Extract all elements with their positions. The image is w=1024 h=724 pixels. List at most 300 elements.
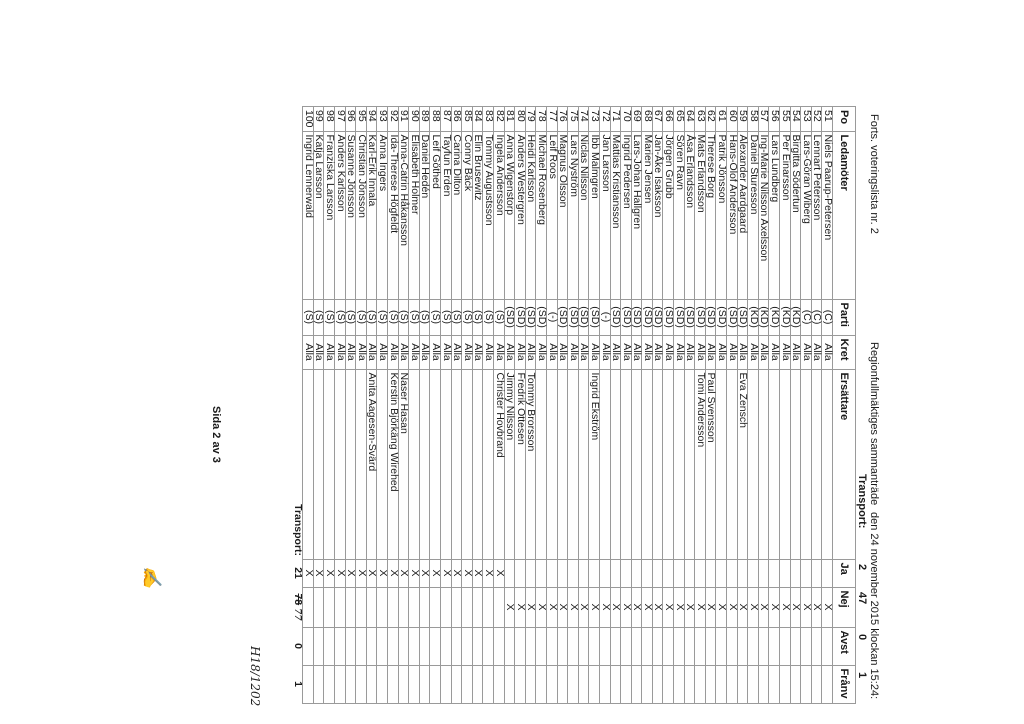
cell-kret: Alla	[419, 335, 430, 369]
cell-no: 65	[674, 107, 685, 132]
table-row	[377, 107, 388, 704]
cell-nej	[409, 587, 420, 627]
col-header-ersattare: Ersättare	[833, 369, 856, 559]
cell-no: 78	[536, 107, 547, 132]
cell-nej	[324, 587, 335, 627]
cell-nej	[388, 587, 399, 627]
cell-name: Leif Roos	[546, 131, 557, 299]
cell-sub	[313, 369, 324, 559]
cell-nej: X	[811, 587, 822, 627]
cell-franv	[716, 665, 727, 703]
cell-franv	[790, 665, 801, 703]
cell-sub	[652, 369, 663, 559]
cell-sub	[451, 369, 462, 559]
cell-name: Michael Rosenberg	[536, 131, 547, 299]
cell-franv	[589, 665, 600, 703]
cell-avst	[398, 627, 409, 665]
cell-franv	[652, 665, 663, 703]
cell-sub	[419, 369, 430, 559]
table-row	[758, 107, 769, 704]
cell-ja	[684, 559, 695, 587]
cell-sub: Fredrik Ottesen	[515, 369, 526, 559]
cell-ja: X	[483, 559, 494, 587]
cell-kret: Alla	[303, 335, 314, 369]
cell-sub	[674, 369, 685, 559]
cell-avst	[705, 627, 716, 665]
cell-kret: Alla	[398, 335, 409, 369]
cell-franv	[663, 665, 674, 703]
cell-ja	[790, 559, 801, 587]
cell-name: Therese Borg	[705, 131, 716, 299]
cell-no: 91	[398, 107, 409, 132]
cell-nej: X	[727, 587, 738, 627]
cell-ja: X	[335, 559, 346, 587]
table-row	[610, 107, 621, 704]
cell-sub	[790, 369, 801, 559]
cell-nej: X	[557, 587, 568, 627]
transport-top-label: Transport:	[856, 474, 868, 529]
cell-avst	[737, 627, 748, 665]
cell-party: (S)	[398, 299, 409, 335]
cell-kret: Alla	[727, 335, 738, 369]
meeting-title: Regionfullmäktiges sammanträde	[868, 342, 880, 506]
cell-party: (SD)	[663, 299, 674, 335]
cell-sub	[335, 369, 346, 559]
cell-avst	[822, 627, 833, 665]
table-row	[515, 107, 526, 704]
cell-nej: X	[589, 587, 600, 627]
cell-sub	[303, 369, 314, 559]
cell-ja	[642, 559, 653, 587]
cell-no: 63	[695, 107, 706, 132]
cell-party: (SD)	[621, 299, 632, 335]
cell-name: Patrik Jönsson	[716, 131, 727, 299]
cell-avst	[589, 627, 600, 665]
cell-avst	[483, 627, 494, 665]
cell-party: (S)	[419, 299, 430, 335]
cell-ja: X	[303, 559, 314, 587]
cell-party: (S)	[303, 299, 314, 335]
cell-kret: Alla	[462, 335, 473, 369]
cell-franv	[366, 665, 377, 703]
cell-party: (C)	[801, 299, 812, 335]
cell-avst	[758, 627, 769, 665]
cell-nej: X	[578, 587, 589, 627]
cell-name: Niels Paarup-Petersen	[822, 131, 833, 299]
cell-avst	[610, 627, 621, 665]
cell-sub	[599, 369, 610, 559]
cell-ja: X	[388, 559, 399, 587]
cell-name: Heidi Karlsson	[525, 131, 536, 299]
cell-kret: Alla	[705, 335, 716, 369]
table-row	[695, 107, 706, 704]
cell-name: Ing-Marie Nilsson Axelsson	[758, 131, 769, 299]
cell-no: 86	[451, 107, 462, 132]
cell-name: Anders Karlsson	[335, 131, 346, 299]
cell-no: 90	[409, 107, 420, 132]
table-row	[642, 107, 653, 704]
cell-franv	[504, 665, 515, 703]
table-row	[504, 107, 515, 704]
cell-ja: X	[462, 559, 473, 587]
table-row	[398, 107, 409, 704]
cell-kret: Alla	[568, 335, 579, 369]
cell-franv	[684, 665, 695, 703]
cell-party: (SD)	[684, 299, 695, 335]
cell-party: (S)	[430, 299, 441, 335]
cell-no: 98	[324, 107, 335, 132]
col-header-kret: Kret	[833, 335, 856, 369]
cell-nej: X	[642, 587, 653, 627]
cell-nej	[345, 587, 356, 627]
transport-bottom-nej	[292, 587, 303, 627]
cell-avst	[684, 627, 695, 665]
cell-name: Jan Larsson	[599, 131, 610, 299]
cell-sub	[578, 369, 589, 559]
cell-no: 62	[705, 107, 716, 132]
meeting-datetime: den 24 november 2015 klockan 15:24:	[868, 512, 880, 700]
cell-name: Magnus Olsson	[557, 131, 568, 299]
cell-sub: Ingrid Ekström	[589, 369, 600, 559]
cell-name: Conny Bäck	[462, 131, 473, 299]
cell-kret: Alla	[366, 335, 377, 369]
cell-avst	[525, 627, 536, 665]
cell-franv	[388, 665, 399, 703]
cell-kret: Alla	[652, 335, 663, 369]
cell-nej: X	[610, 587, 621, 627]
cell-name: Franziska Larsson	[324, 131, 335, 299]
cell-nej	[462, 587, 473, 627]
cell-kret: Alla	[536, 335, 547, 369]
table-row	[663, 107, 674, 704]
cell-no: 52	[811, 107, 822, 132]
cell-nej: X	[536, 587, 547, 627]
table-row	[557, 107, 568, 704]
cell-avst	[790, 627, 801, 665]
cell-franv	[515, 665, 526, 703]
cell-franv	[313, 665, 324, 703]
cell-avst	[811, 627, 822, 665]
table-row	[737, 107, 748, 704]
cell-ja	[557, 559, 568, 587]
cell-ja: X	[451, 559, 462, 587]
cell-name: Daniel Sturesson	[748, 131, 759, 299]
cell-no: 77	[546, 107, 557, 132]
cell-party: (SD)	[525, 299, 536, 335]
cell-party: (S)	[409, 299, 420, 335]
cell-ja	[504, 559, 515, 587]
cell-franv	[472, 665, 483, 703]
cell-ja	[631, 559, 642, 587]
cell-ja	[578, 559, 589, 587]
col-header-nej: Nej	[833, 587, 856, 627]
cell-franv	[441, 665, 452, 703]
cell-franv	[748, 665, 759, 703]
cell-party: (SD)	[674, 299, 685, 335]
cell-sub	[568, 369, 579, 559]
transport-bottom-ja: 21	[291, 567, 304, 579]
cell-name: Katja Larsson	[313, 131, 324, 299]
cell-name: Lars-Johan Hallgren	[631, 131, 642, 299]
table-row	[313, 107, 324, 704]
cell-franv	[483, 665, 494, 703]
cell-franv	[557, 665, 568, 703]
voting-list-document	[142, 106, 882, 716]
cell-no: 58	[748, 107, 759, 132]
table-row	[462, 107, 473, 704]
cell-kret: Alla	[557, 335, 568, 369]
table-row	[705, 107, 716, 704]
cell-nej: X	[801, 587, 812, 627]
cell-sub	[472, 369, 483, 559]
cell-kret: Alla	[599, 335, 610, 369]
cell-sub: Kerstin Björkäng Wirehed	[388, 369, 399, 559]
table-row	[684, 107, 695, 704]
cell-sub: Tommy Brorsson	[525, 369, 536, 559]
cell-name: Marien Jensen	[642, 131, 653, 299]
cell-sub	[663, 369, 674, 559]
cell-no: 54	[790, 107, 801, 132]
cell-nej	[303, 587, 314, 627]
cell-kret: Alla	[621, 335, 632, 369]
cell-avst	[557, 627, 568, 665]
cell-franv	[462, 665, 473, 703]
cell-party: (SD)	[578, 299, 589, 335]
col-header-avst: Avst	[833, 627, 856, 665]
cell-franv	[451, 665, 462, 703]
cell-party: (S)	[494, 299, 505, 335]
cell-party: (S)	[377, 299, 388, 335]
cell-avst	[642, 627, 653, 665]
cell-ja	[515, 559, 526, 587]
cell-ja	[621, 559, 632, 587]
cell-kret: Alla	[409, 335, 420, 369]
cell-ja	[727, 559, 738, 587]
cell-party: (SD)	[631, 299, 642, 335]
cell-party: (SD)	[716, 299, 727, 335]
transport-bottom-nej-handwritten: 77	[292, 608, 303, 621]
cell-no: 64	[684, 107, 695, 132]
cell-kret: Alla	[515, 335, 526, 369]
cell-no: 72	[599, 107, 610, 132]
transport-top-ja: 2	[856, 564, 868, 571]
cell-kret: Alla	[324, 335, 335, 369]
cell-name: Anders Westergren	[515, 131, 526, 299]
col-header-po: Po	[833, 107, 856, 132]
table-row	[324, 107, 335, 704]
cell-avst	[441, 627, 452, 665]
cell-no: 92	[388, 107, 399, 132]
transport-top-avst: 0	[856, 634, 868, 641]
cell-franv	[801, 665, 812, 703]
cell-no: 59	[737, 107, 748, 132]
cell-avst	[504, 627, 515, 665]
cell-party: (S)	[356, 299, 367, 335]
table-row	[822, 107, 833, 704]
cell-avst	[663, 627, 674, 665]
cell-nej	[398, 587, 409, 627]
cell-ja	[811, 559, 822, 587]
cell-ja: X	[430, 559, 441, 587]
table-row	[780, 107, 791, 704]
cell-sub: Naser Hasan	[398, 369, 409, 559]
cell-no: 57	[758, 107, 769, 132]
cell-no: 88	[430, 107, 441, 132]
cell-no: 55	[780, 107, 791, 132]
cell-kret: Alla	[780, 335, 791, 369]
table-row	[494, 107, 505, 704]
cell-ja	[652, 559, 663, 587]
table-row	[303, 107, 314, 704]
cell-ja	[546, 559, 557, 587]
cell-avst	[377, 627, 388, 665]
cell-kret: Alla	[589, 335, 600, 369]
cell-party: (S)	[335, 299, 346, 335]
cell-no: 80	[515, 107, 526, 132]
cell-nej: X	[758, 587, 769, 627]
cell-name: Leif Göthed	[430, 131, 441, 299]
cell-sub	[727, 369, 738, 559]
cell-avst	[674, 627, 685, 665]
col-header-franv: Frånv	[833, 665, 856, 703]
cell-no: 60	[727, 107, 738, 132]
cell-no: 93	[377, 107, 388, 132]
cell-kret: Alla	[758, 335, 769, 369]
cell-avst	[345, 627, 356, 665]
cell-sub: Anita Aagesen-Svärd	[366, 369, 377, 559]
cell-ja	[568, 559, 579, 587]
cell-party: (SD)	[642, 299, 653, 335]
cell-franv	[631, 665, 642, 703]
cell-name: Niclas Nilsson	[578, 131, 589, 299]
cell-sub	[642, 369, 653, 559]
table-row	[483, 107, 494, 704]
cell-sub	[536, 369, 547, 559]
cell-franv	[811, 665, 822, 703]
cell-nej: X	[695, 587, 706, 627]
cell-ja: X	[472, 559, 483, 587]
cell-avst	[716, 627, 727, 665]
cell-franv	[727, 665, 738, 703]
cell-no: 75	[568, 107, 579, 132]
cell-kret: Alla	[801, 335, 812, 369]
cell-ja: X	[345, 559, 356, 587]
cell-party: (SD)	[557, 299, 568, 335]
cell-nej	[494, 587, 505, 627]
cell-ja	[758, 559, 769, 587]
handwritten-reference: H18/1202	[248, 646, 262, 707]
cell-sub	[822, 369, 833, 559]
cell-party: (KD)	[758, 299, 769, 335]
cell-ja: X	[324, 559, 335, 587]
cell-kret: Alla	[631, 335, 642, 369]
voting-table	[292, 106, 856, 704]
table-row	[472, 107, 483, 704]
cell-sub	[409, 369, 420, 559]
cell-avst	[769, 627, 780, 665]
cell-franv	[621, 665, 632, 703]
cell-franv	[430, 665, 441, 703]
table-row	[769, 107, 780, 704]
cell-name: Ibb Malmgren	[589, 131, 600, 299]
cell-avst	[748, 627, 759, 665]
cell-no: 53	[801, 107, 812, 132]
cell-kret: Alla	[684, 335, 695, 369]
cell-kret: Alla	[504, 335, 515, 369]
cell-nej: X	[780, 587, 791, 627]
cell-franv	[546, 665, 557, 703]
cell-party: (SD)	[515, 299, 526, 335]
transport-top-nej: 47	[856, 592, 868, 605]
cell-name: Tommy Augustsson	[483, 131, 494, 299]
cell-party: (SD)	[737, 299, 748, 335]
cell-name: Åsa Erlandsson	[684, 131, 695, 299]
cell-nej: X	[748, 587, 759, 627]
cell-no: 69	[631, 107, 642, 132]
cell-party: (SD)	[504, 299, 515, 335]
cell-franv	[377, 665, 388, 703]
cell-name: Ingrid Pedersen	[621, 131, 632, 299]
continuation-heading: Forts. voteringslista nr. 2	[868, 114, 880, 234]
cell-name: Lennart Petersson	[811, 131, 822, 299]
cell-nej: X	[631, 587, 642, 627]
cell-nej: X	[822, 587, 833, 627]
cell-avst	[430, 627, 441, 665]
cell-name: Tayfun Erden	[441, 131, 452, 299]
cell-sub	[324, 369, 335, 559]
cell-name: Lars Nyström	[568, 131, 579, 299]
cell-no: 97	[335, 107, 346, 132]
cell-party: (S)	[388, 299, 399, 335]
cell-name: Hans-Olof Andersson	[727, 131, 738, 299]
table-row	[652, 107, 663, 704]
cell-no: 85	[462, 107, 473, 132]
cell-party: (-)	[599, 299, 610, 335]
cell-avst	[621, 627, 632, 665]
cell-no: 73	[589, 107, 600, 132]
cell-ja: X	[366, 559, 377, 587]
cell-franv	[737, 665, 748, 703]
cell-franv	[335, 665, 346, 703]
cell-no: 61	[716, 107, 727, 132]
cell-sub	[610, 369, 621, 559]
cell-no: 74	[578, 107, 589, 132]
cell-franv	[536, 665, 547, 703]
table-row	[674, 107, 685, 704]
cell-name: Karl-Erik Innala	[366, 131, 377, 299]
transport-top-franv: 1	[856, 672, 868, 679]
table-row	[568, 107, 579, 704]
cell-nej	[451, 587, 462, 627]
cell-party: (C)	[822, 299, 833, 335]
cell-nej	[430, 587, 441, 627]
cell-nej: X	[568, 587, 579, 627]
table-row	[727, 107, 738, 704]
cell-franv	[398, 665, 409, 703]
cell-sub	[748, 369, 759, 559]
cell-avst	[366, 627, 377, 665]
cell-nej: X	[515, 587, 526, 627]
cell-avst	[303, 627, 314, 665]
cell-ja: X	[313, 559, 324, 587]
table-row	[748, 107, 759, 704]
cell-kret: Alla	[430, 335, 441, 369]
cell-sub	[780, 369, 791, 559]
cell-sub	[356, 369, 367, 559]
cell-party: (S)	[324, 299, 335, 335]
cell-franv	[324, 665, 335, 703]
cell-nej	[356, 587, 367, 627]
